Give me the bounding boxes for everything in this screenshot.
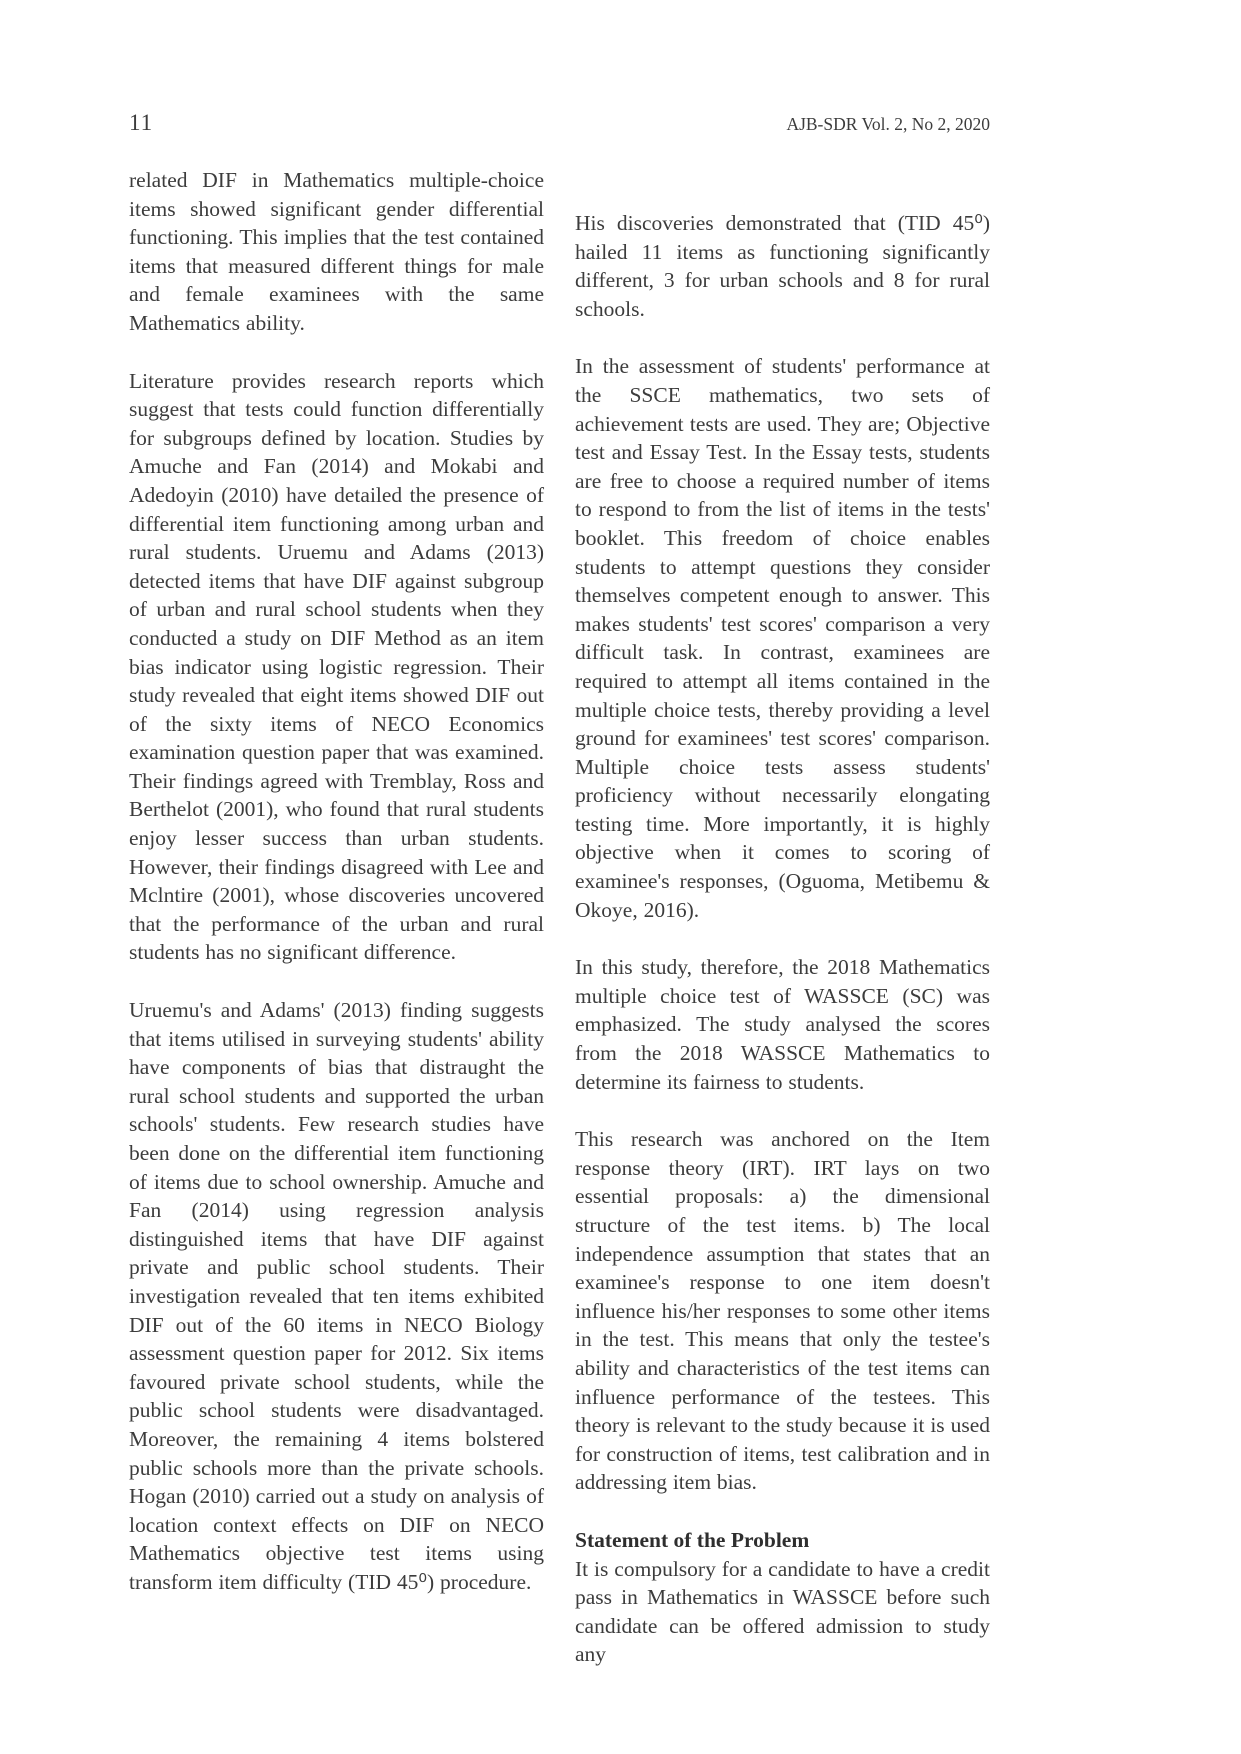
page-header: [129, 110, 990, 136]
body-paragraph: His discoveries demonstrated that (TID 45⁰) hailed 11 items as functioning significantly different, 3 for urban schools and 8 for rural schools.: [575, 211, 990, 321]
journal-reference: AJB-SDR Vol. 2, No 2, 2020: [786, 114, 990, 134]
body-paragraph: It is compulsory for a candidate to have a credit pass in Mathematics in WASSCE before such candidate can be offered admission to study any: [575, 1556, 990, 1667]
right-column: [575, 166, 990, 1669]
body-paragraph: In the assessment of students' performance at the SSCE mathematics, two sets of achievement tests are used. They are; Objective test and Essay Test. In the Essay tests, students are free to choose a required number of items to respond to from the list of items in the tests' booklet. This freedom of choice enables students to attempt questions they consider themselves competent enough to answer. This makes students' test scores' comparison a very difficult task. In contrast, examinees are required to attempt all items contained in the multiple choice tests, thereby providing a level ground for examinees' test scores' comparison. Multiple choice tests assess students' proficiency without necessarily elongating testing time. More importantly, it is highly objective when it comes to scoring of examinee's responses, (Oguoma, Metibemu & Okoye, 2016).: [575, 354, 990, 922]
body-paragraph: Literature provides research reports which suggest that tests could function differentially for subgroups defined by location. Studies by Amuche and Fan (2014) and Mokabi and Adedoyin (2010) have detailed the presence of differential item functioning among urban and rural students. Uruemu and Adams (2013) detected items that have DIF against subgroup of urban and rural school students when they conducted a study on DIF Method as an item bias indicator using logistic regression. Their study revealed that eight items showed DIF out of the sixty items of NECO Economics examination question paper that was examined. Their findings agreed with Tremblay, Ross and Berthelot (2001), who found that rural students enjoy lesser success than urban students. However, their findings disagreed with Lee and Mclntire (2001), whose discoveries uncovered that the performance of the urban and rural students has no significant difference.: [129, 368, 544, 965]
page-number: 11: [129, 110, 154, 135]
page-body: [129, 166, 990, 1669]
body-paragraph: Uruemu's and Adams' (2013) finding suggests that items utilised in surveying students' ability have components of bias that distraught the rural school students and supported the urban schools' students. Few research studies have been done on the differential item functioning of items due to school ownership. Amuche and Fan (2014) using regression analysis distinguished items that have DIF against private and public school students. Their investigation revealed that ten items exhibited DIF out of the 60 items in NECO Biology assessment question paper for 2012. Six items favoured private school students, while the public school students were disadvantaged. Moreover, the remaining 4 items bolstered public schools more than the private schools. Hogan (2010) carried out a study on analysis of location context effects on DIF on NECO Mathematics objective test items using transform item difficulty (TID 45⁰) procedure.: [129, 998, 544, 1594]
left-column: [129, 166, 544, 1669]
body-paragraph: In this study, therefore, the 2018 Mathematics multiple choice test of WASSCE (SC) was emphasized. The study analysed the scores from the 2018 WASSCE Mathematics to determine its fairness to students.: [575, 955, 990, 1094]
section-heading-statement-of-the-problem: Statement of the Problem: [575, 1527, 810, 1552]
body-paragraph: related DIF in Mathematics multiple-choice items showed significant gender differential functioning. This implies that the test contained items that measured different things for male and female examinees with the same Mathematics ability.: [129, 168, 544, 335]
body-paragraph: This research was anchored on the Item response theory (IRT). IRT lays on two essential proposals: a) the dimensional structure of the test items. b) The local independence assumption that states that an examinee's response to one item doesn't influence his/her responses to some other items in the test. This means that only the testee's ability and characteristics of the test items can influence performance of the testees. This theory is relevant to the study because it is used for construction of items, test calibration and in addressing item bias.: [575, 1127, 990, 1495]
